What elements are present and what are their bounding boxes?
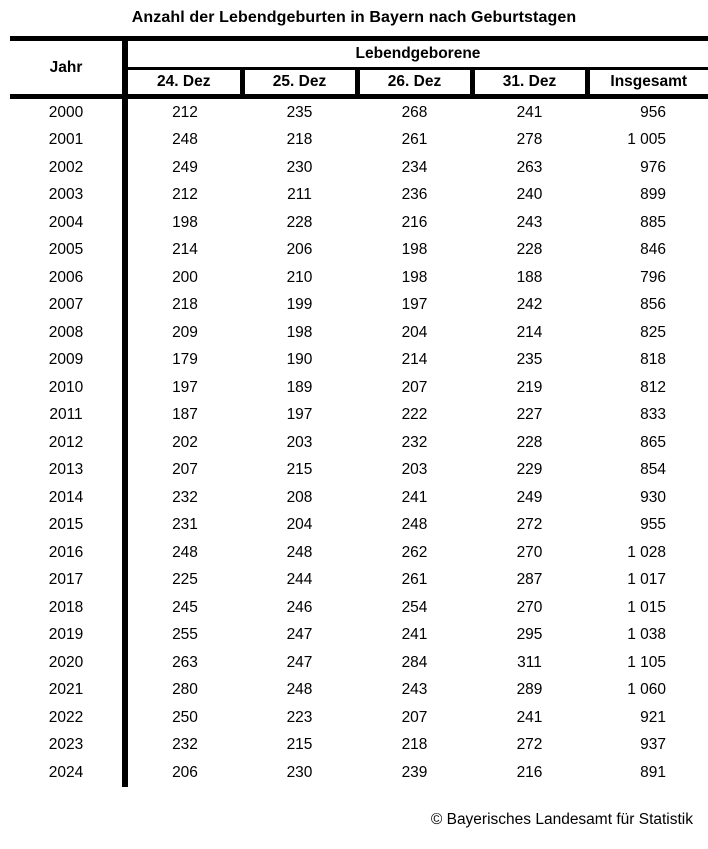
- dec24-cell: 248: [172, 543, 198, 561]
- year-column-header: Jahr: [10, 39, 125, 97]
- dec31-cell: 311: [517, 653, 542, 671]
- dec26-cell: 218: [401, 736, 428, 754]
- year-cell: 2011: [10, 402, 125, 430]
- column-header-dec26: 26. Dez: [357, 69, 472, 97]
- births-table: [10, 36, 708, 787]
- year-cell: 2020: [10, 649, 125, 677]
- dec25-cell: 248: [286, 543, 313, 561]
- table-row: [10, 429, 708, 457]
- year-cell: 2001: [10, 127, 125, 155]
- dec24-cell: 198: [172, 213, 198, 231]
- dec24-cell: 207: [172, 461, 198, 479]
- table-row: [10, 539, 708, 567]
- total-cell: 1 105: [627, 653, 666, 671]
- dec31-cell: 228: [516, 433, 543, 451]
- dec26-cell: 197: [401, 296, 428, 314]
- year-cell: 2010: [10, 374, 125, 402]
- total-cell: 885: [640, 213, 666, 231]
- dec24-cell: 232: [172, 736, 198, 754]
- dec26-cell: 198: [401, 241, 428, 259]
- group-column-header: Lebendgeborene: [125, 39, 708, 69]
- dec25-cell: 197: [286, 406, 313, 424]
- year-cell: 2017: [10, 567, 125, 595]
- table-row: [10, 622, 708, 650]
- dec31-cell: 289: [516, 681, 543, 699]
- dec26-cell: 207: [401, 708, 428, 726]
- dec24-cell: 250: [172, 708, 198, 726]
- total-cell: 899: [640, 186, 666, 204]
- dec31-cell: 214: [516, 323, 543, 341]
- total-cell: 1 028: [627, 543, 666, 561]
- dec25-cell: 244: [286, 571, 313, 589]
- dec25-cell: 208: [286, 488, 313, 506]
- table-row: [10, 347, 708, 375]
- year-cell: 2000: [10, 97, 125, 127]
- dec25-cell: 246: [286, 598, 313, 616]
- dec24-cell: 245: [172, 598, 198, 616]
- dec24-cell: 206: [172, 763, 198, 781]
- dec31-cell: 240: [516, 186, 543, 204]
- dec25-cell: 230: [286, 763, 313, 781]
- dec31-cell: 272: [516, 516, 543, 534]
- year-cell: 2022: [10, 704, 125, 732]
- dec26-cell: 214: [401, 351, 428, 369]
- header-row-group: [10, 39, 708, 69]
- dec31-cell: 272: [516, 736, 543, 754]
- table-row: [10, 292, 708, 320]
- dec26-cell: 261: [401, 571, 428, 589]
- dec26-cell: 222: [401, 406, 428, 424]
- dec24-cell: 197: [172, 378, 198, 396]
- dec24-cell: 202: [172, 433, 198, 451]
- dec26-cell: 198: [401, 268, 428, 286]
- dec31-cell: 219: [516, 378, 543, 396]
- dec25-cell: 211: [287, 186, 312, 204]
- table-body: [10, 97, 708, 787]
- dec24-cell: 232: [172, 488, 198, 506]
- dec26-cell: 234: [401, 158, 428, 176]
- total-cell: 812: [640, 378, 666, 396]
- dec24-cell: 225: [172, 571, 198, 589]
- dec26-cell: 204: [401, 323, 428, 341]
- year-cell: 2004: [10, 209, 125, 237]
- dec24-cell: 248: [172, 131, 198, 149]
- total-cell: 1 060: [627, 681, 666, 699]
- table-row: [10, 374, 708, 402]
- total-cell: 976: [640, 158, 666, 176]
- table-row: [10, 567, 708, 595]
- dec24-cell: 231: [172, 516, 198, 534]
- dec25-cell: 206: [286, 241, 313, 259]
- total-cell: 796: [640, 268, 666, 286]
- dec25-cell: 215: [286, 461, 313, 479]
- dec25-cell: 223: [286, 708, 313, 726]
- year-cell: 2019: [10, 622, 125, 650]
- table-row: [10, 704, 708, 732]
- dec31-cell: 242: [516, 296, 543, 314]
- column-header-dec24: 24. Dez: [125, 69, 242, 97]
- total-cell: 891: [640, 763, 666, 781]
- dec24-cell: 209: [172, 323, 198, 341]
- dec31-cell: 216: [516, 763, 543, 781]
- dec24-cell: 187: [172, 406, 198, 424]
- table-row: [10, 319, 708, 347]
- total-cell: 1 005: [627, 131, 666, 149]
- dec31-cell: 270: [516, 598, 543, 616]
- dec31-cell: 243: [516, 213, 543, 231]
- dec31-cell: 241: [516, 708, 543, 726]
- dec24-cell: 179: [172, 351, 198, 369]
- dec25-cell: 199: [286, 296, 313, 314]
- dec25-cell: 235: [286, 103, 313, 121]
- table-row: [10, 182, 708, 210]
- dec26-cell: 284: [401, 653, 428, 671]
- table-row: [10, 264, 708, 292]
- table-header: [10, 39, 708, 97]
- dec26-cell: 241: [401, 626, 428, 644]
- table-row: [10, 484, 708, 512]
- dec31-cell: 287: [516, 571, 543, 589]
- dec26-cell: 243: [401, 681, 428, 699]
- year-cell: 2016: [10, 539, 125, 567]
- total-cell: 1 038: [627, 626, 666, 644]
- table-row: [10, 402, 708, 430]
- year-cell: 2008: [10, 319, 125, 347]
- dec31-cell: 249: [516, 488, 543, 506]
- dec24-cell: 200: [172, 268, 198, 286]
- dec24-cell: 255: [172, 626, 198, 644]
- dec31-cell: 229: [516, 461, 543, 479]
- column-header-total: Insgesamt: [587, 69, 708, 97]
- year-cell: 2018: [10, 594, 125, 622]
- table-row: [10, 512, 708, 540]
- copyright-notice: © Bayerisches Landesamt für Statistik: [430, 810, 693, 828]
- table-row: [10, 594, 708, 622]
- table-row: [10, 759, 708, 787]
- dec25-cell: 218: [286, 131, 313, 149]
- dec26-cell: 239: [401, 763, 428, 781]
- total-cell: 1 017: [627, 571, 666, 589]
- year-cell: 2024: [10, 759, 125, 787]
- column-header-dec25: 25. Dez: [242, 69, 357, 97]
- dec31-cell: 263: [516, 158, 543, 176]
- dec26-cell: 232: [401, 433, 428, 451]
- year-cell: 2013: [10, 457, 125, 485]
- dec26-cell: 216: [401, 213, 428, 231]
- dec31-cell: 235: [516, 351, 543, 369]
- dec26-cell: 254: [401, 598, 428, 616]
- total-cell: 854: [640, 461, 666, 479]
- year-cell: 2014: [10, 484, 125, 512]
- table-row: [10, 237, 708, 265]
- dec31-cell: 295: [516, 626, 543, 644]
- dec25-cell: 215: [286, 736, 313, 754]
- dec25-cell: 247: [286, 626, 313, 644]
- dec26-cell: 261: [401, 131, 428, 149]
- dec24-cell: 249: [172, 158, 198, 176]
- table-row: [10, 457, 708, 485]
- total-cell: 825: [640, 323, 666, 341]
- total-cell: 1 015: [627, 598, 666, 616]
- total-cell: 956: [640, 103, 666, 121]
- column-header-dec31: 31. Dez: [472, 69, 587, 97]
- dec26-cell: 248: [401, 516, 428, 534]
- table-row: [10, 649, 708, 677]
- dec26-cell: 236: [401, 186, 428, 204]
- dec24-cell: 263: [172, 653, 198, 671]
- dec31-cell: 188: [516, 268, 543, 286]
- dec25-cell: 248: [286, 681, 313, 699]
- year-cell: 2009: [10, 347, 125, 375]
- total-cell: 846: [640, 241, 666, 259]
- year-cell: 2003: [10, 182, 125, 210]
- year-cell: 2005: [10, 237, 125, 265]
- table-row: [10, 209, 708, 237]
- dec31-cell: 278: [516, 131, 543, 149]
- year-cell: 2007: [10, 292, 125, 320]
- dec25-cell: 247: [286, 653, 313, 671]
- total-cell: 937: [640, 736, 666, 754]
- total-cell: 865: [640, 433, 666, 451]
- year-cell: 2023: [10, 732, 125, 760]
- dec24-cell: 280: [172, 681, 198, 699]
- dec26-cell: 262: [401, 543, 428, 561]
- dec26-cell: 207: [401, 378, 428, 396]
- year-cell: 2015: [10, 512, 125, 540]
- dec25-cell: 198: [286, 323, 313, 341]
- dec25-cell: 210: [286, 268, 313, 286]
- total-cell: 921: [640, 708, 666, 726]
- year-cell: 2006: [10, 264, 125, 292]
- page-title: Anzahl der Lebendgeburten in Bayern nach Geburtstagen: [131, 9, 577, 26]
- dec26-cell: 203: [401, 461, 428, 479]
- dec24-cell: 212: [172, 186, 198, 204]
- dec25-cell: 190: [286, 351, 313, 369]
- dec26-cell: 241: [401, 488, 428, 506]
- total-cell: 833: [640, 406, 666, 424]
- total-cell: 955: [640, 516, 666, 534]
- dec26-cell: 268: [401, 103, 428, 121]
- dec25-cell: 230: [286, 158, 313, 176]
- total-cell: 930: [640, 488, 666, 506]
- dec25-cell: 204: [286, 516, 313, 534]
- year-cell: 2021: [10, 677, 125, 705]
- dec25-cell: 228: [286, 213, 313, 231]
- total-cell: 856: [640, 296, 666, 314]
- table-row: [10, 732, 708, 760]
- year-cell: 2012: [10, 429, 125, 457]
- dec24-cell: 212: [172, 103, 198, 121]
- year-cell: 2002: [10, 154, 125, 182]
- table-row: [10, 97, 708, 127]
- dec31-cell: 227: [516, 406, 543, 424]
- dec24-cell: 218: [172, 296, 198, 314]
- dec31-cell: 241: [516, 103, 543, 121]
- dec31-cell: 270: [516, 543, 543, 561]
- table-row: [10, 154, 708, 182]
- dec24-cell: 214: [172, 241, 198, 259]
- dec25-cell: 203: [286, 433, 313, 451]
- table-row: [10, 127, 708, 155]
- table-row: [10, 677, 708, 705]
- dec31-cell: 228: [516, 241, 543, 259]
- dec25-cell: 189: [286, 378, 313, 396]
- total-cell: 818: [640, 351, 666, 369]
